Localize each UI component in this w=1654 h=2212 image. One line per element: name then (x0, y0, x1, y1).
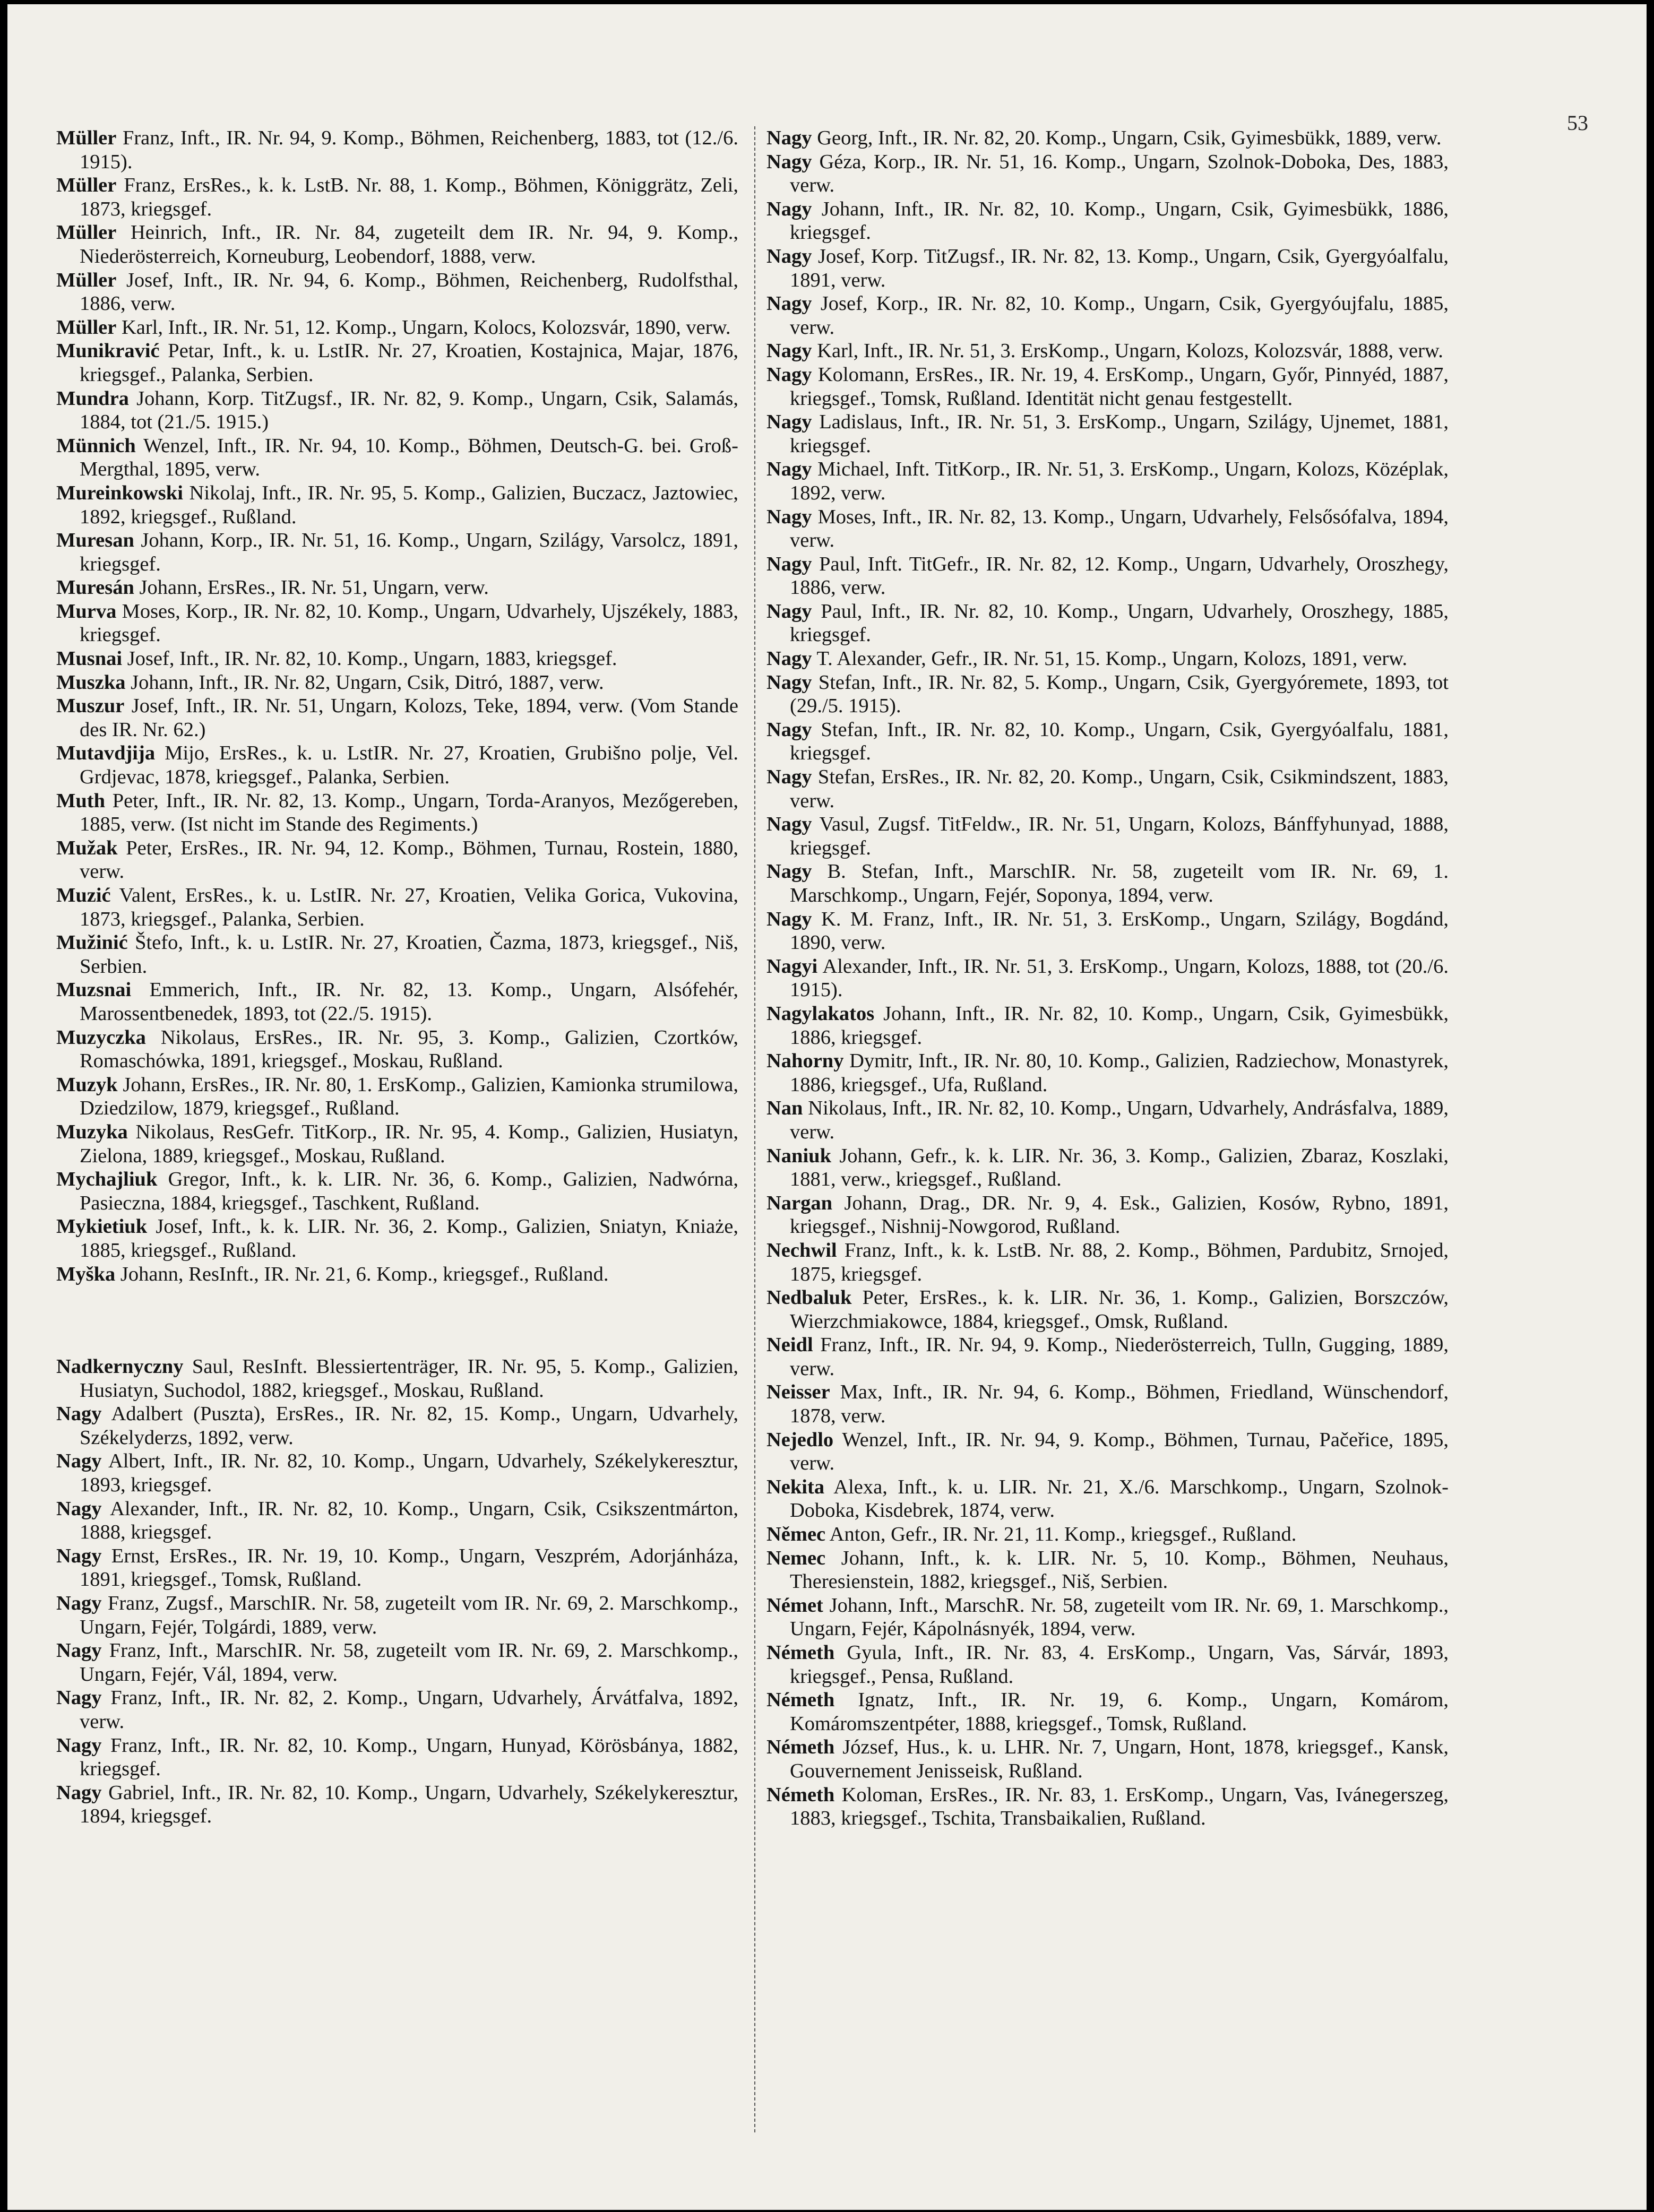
entry-details: Ignatz, Inft., IR. Nr. 19, 6. Komp., Ungarn, Komárom, Komáromszentpéter, 1888, kriegsgef., Tomsk, Rußland. (790, 1689, 1449, 1735)
document-page (7, 4, 1647, 2210)
register-entry (56, 1402, 738, 1449)
register-entry (766, 292, 1449, 339)
register-entry (766, 1002, 1449, 1049)
entry-surname: Němec (766, 1523, 826, 1546)
entry-details: B. Stefan, Inft., MarschIR. Nr. 58, zugeteilt vom IR. Nr. 69, 1. Marschkomp., Ungarn, Fejér, Soponya, 1894, verw. (790, 860, 1449, 906)
left-column (56, 126, 738, 1828)
entry-details: Nikolaus, ResGefr. TitKorp., IR. Nr. 95, 4. Komp., Galizien, Husiatyn, Zielona, 1889, kriegsgef., Moskau, Rußland. (80, 1120, 738, 1167)
register-entry (766, 245, 1449, 292)
register-entry (766, 1735, 1449, 1783)
entry-details: Michael, Inft. TitKorp., IR. Nr. 51, 3. ErsKomp., Ungarn, Kolozs, Középlak, 1892, verw. (790, 458, 1449, 504)
entry-surname: Müller (56, 269, 117, 291)
register-entry (766, 908, 1449, 955)
register-entry (56, 576, 738, 600)
register-entry (766, 1475, 1449, 1523)
entry-details: Franz, ErsRes., k. k. LstB. Nr. 88, 1. Komp., Böhmen, Königgrätz, Zeli, 1873, kriegsgef. (80, 174, 739, 220)
entry-surname: Naniuk (766, 1144, 831, 1167)
register-entry (56, 1263, 738, 1286)
entry-surname: Muresan (56, 529, 134, 552)
entry-details: Josef, Korp., IR. Nr. 82, 10. Komp., Ungarn, Csik, Gyergyóujfalu, 1885, verw. (790, 292, 1449, 339)
entry-details: Štefo, Inft., k. u. LstIR. Nr. 27, Kroatien, Čazma, 1873, kriegsgef., Niš, Serbien. (80, 931, 739, 978)
register-entry (56, 1073, 738, 1120)
entry-surname: Nekita (766, 1475, 825, 1498)
register-entry (56, 1544, 738, 1592)
register-entry (56, 339, 738, 386)
entry-details: Johann, Inft., k. k. LIR. Nr. 5, 10. Komp., Böhmen, Neuhaus, Theresienstein, 1882, kriegsgef., Niš, Serbien. (790, 1546, 1449, 1593)
register-entry (766, 647, 1449, 671)
entry-details: Vasul, Zugsf. TitFeldw., IR. Nr. 51, Ungarn, Kolozs, Bánffyhunyad, 1888, kriegsgef. (790, 813, 1449, 859)
register-entry (766, 813, 1449, 860)
entry-surname: Mužinić (56, 931, 128, 954)
entry-details: Paul, Inft. TitGefr., IR. Nr. 82, 12. Komp., Ungarn, Udvarhely, Oroszhegy, 1886, verw. (790, 552, 1449, 599)
entry-details: Franz, Inft., MarschIR. Nr. 58, zugeteilt vom IR. Nr. 69, 2. Marschkomp., Ungarn, Fejér, Vál, 1894, verw. (80, 1639, 738, 1686)
register-entry (56, 1497, 738, 1544)
register-entry (766, 765, 1449, 813)
entry-surname: Müller (56, 174, 117, 197)
entry-surname: Nemec (766, 1546, 826, 1569)
entry-surname: Murva (56, 600, 117, 623)
entry-surname: Nagy (766, 552, 812, 575)
page-number: 53 (1567, 111, 1588, 135)
register-entry (56, 1120, 738, 1168)
entry-surname: Nagy (56, 1403, 102, 1425)
entry-surname: Nagy (766, 600, 812, 623)
register-entry (766, 126, 1449, 150)
entry-details: Franz, Inft., IR. Nr. 82, 2. Komp., Ungarn, Udvarhely, Árvátfalva, 1892, verw. (80, 1687, 739, 1733)
entry-details: Petar, Inft., k. u. LstIR. Nr. 27, Kroatien, Kostajnica, Majar, 1876, kriegsgef., Palanka, Serbien. (80, 340, 738, 386)
entry-details: T. Alexander, Gefr., IR. Nr. 51, 15. Komp., Ungarn, Kolozs, 1891, verw. (816, 647, 1408, 670)
entry-surname: Németh (766, 1783, 835, 1806)
entry-details: Peter, ErsRes., IR. Nr. 94, 12. Komp., Böhmen, Turnau, Rostein, 1880, verw. (80, 836, 738, 883)
register-entry (766, 410, 1449, 457)
entry-surname: Muresán (56, 576, 134, 599)
register-entry (766, 671, 1449, 718)
entry-surname: Müller (56, 127, 117, 149)
register-entry (766, 1641, 1449, 1688)
entry-surname: Nagy (766, 813, 812, 836)
entry-surname: Nagy (766, 860, 812, 883)
entry-surname: Mužak (56, 836, 118, 859)
entry-surname: Nagy (56, 1544, 102, 1567)
entry-surname: Németh (766, 1736, 835, 1759)
register-entry (56, 1639, 738, 1686)
register-entry (766, 955, 1449, 1002)
entry-surname: Musnai (56, 647, 123, 670)
entry-details: Alexa, Inft., k. u. LIR. Nr. 21, X./6. Marschkomp., Ungarn, Szolnok-Doboka, Kisdebrek, 1874, verw. (790, 1475, 1449, 1522)
entry-details: Ladislaus, Inft., IR. Nr. 51, 3. ErsKomp., Ungarn, Szilágy, Ujnemet, 1881, kriegsgef. (790, 411, 1449, 457)
entry-surname: Mureinkowski (56, 481, 183, 504)
register-entry (766, 1096, 1449, 1144)
register-entry (56, 741, 738, 789)
entry-details: Wenzel, Inft., IR. Nr. 94, 10. Komp., Böhmen, Deutsch-G. bei. Groß-Mergthal, 1895, verw. (80, 434, 738, 481)
register-entry (766, 600, 1449, 647)
register-entry (766, 1286, 1449, 1333)
entry-details: Stefan, ErsRes., IR. Nr. 82, 20. Komp., Ungarn, Csik, Csikmindszent, 1883, verw. (790, 766, 1449, 812)
entry-surname: Nagy (56, 1497, 102, 1520)
register-entry (56, 316, 738, 340)
entry-surname: Nagy (766, 340, 812, 362)
entry-surname: Nagy (56, 1639, 102, 1662)
entry-surname: Nan (766, 1097, 803, 1120)
entry-details: Johann, ErsRes., IR. Nr. 80, 1. ErsKomp., Galizien, Kamionka strumilowa, Dziedzilow, 1879, kriegsgef., Rußland. (80, 1073, 738, 1120)
entry-surname: Muszka (56, 671, 126, 694)
register-entry (766, 1144, 1449, 1191)
entry-surname: Nagy (766, 127, 812, 149)
entry-surname: Muzyk (56, 1073, 118, 1096)
entry-details: Albert, Inft., IR. Nr. 82, 10. Komp., Ungarn, Udvarhely, Székelykeresztur, 1893, kriegsgef. (80, 1450, 738, 1497)
register-entry (766, 1688, 1449, 1735)
register-entry (766, 150, 1449, 197)
register-entry (56, 1355, 738, 1402)
entry-details: Alexander, Inft., IR. Nr. 51, 3. ErsKomp., Ungarn, Kolozs, 1888, tot (20./6. 1915). (790, 955, 1449, 1001)
entry-details: Johann, ErsRes., IR. Nr. 51, Ungarn, verw. (139, 576, 489, 599)
entry-details: Koloman, ErsRes., IR. Nr. 83, 1. ErsKomp., Ungarn, Vas, Ivánegerszeg, 1883, kriegsgef., Tschita, Transbaikalien, Rußland. (790, 1783, 1449, 1830)
entry-details: Peter, Inft., IR. Nr. 82, 13. Komp., Ungarn, Torda-Aranyos, Mezőgereben, 1885, verw. (Ist nicht im Stande des Regiments.) (80, 789, 738, 836)
entry-surname: Munikravić (56, 340, 160, 362)
entry-details: Franz, Inft., k. k. LstB. Nr. 88, 2. Komp., Böhmen, Pardubitz, Srnojed, 1875, kriegsgef. (790, 1239, 1449, 1285)
entry-surname: Nagy (766, 411, 812, 434)
entry-details: Anton, Gefr., IR. Nr. 21, 11. Komp., kriegsgef., Rußland. (829, 1523, 1297, 1546)
register-entry (56, 694, 738, 741)
register-entry (766, 457, 1449, 505)
entry-details: Nikolaus, ErsRes., IR. Nr. 95, 3. Komp., Galizien, Czortków, Romaschówka, 1891, kriegsgef., Moskau, Rußland. (80, 1026, 739, 1073)
entry-details: Heinrich, Inft., IR. Nr. 84, zugeteilt dem IR. Nr. 94, 9. Komp., Niederösterreich, Korneuburg, Leobendorf, 1888, verw. (80, 221, 738, 267)
entry-details: Franz, Zugsf., MarschIR. Nr. 58, zugeteilt vom IR. Nr. 69, 2. Marschkomp., Ungarn, Fejér, Tolgárdi, 1889, verw. (80, 1592, 738, 1638)
entry-surname: Nagy (766, 671, 812, 694)
register-entry (56, 481, 738, 529)
register-entry (766, 505, 1449, 552)
register-entry (766, 718, 1449, 765)
entry-surname: Nadkernyczny (56, 1355, 184, 1378)
entry-details: K. M. Franz, Inft., IR. Nr. 51, 3. ErsKomp., Ungarn, Szilágy, Bogdánd, 1890, verw. (790, 908, 1449, 954)
entry-details: Emmerich, Inft., IR. Nr. 82, 13. Komp., Ungarn, Alsófehér, Marossentbenedek, 1893, tot (22./5. 1915). (80, 979, 739, 1025)
entry-surname: Nargan (766, 1191, 833, 1214)
register-entry (766, 363, 1449, 410)
entry-surname: Nagy (766, 197, 812, 220)
entry-surname: Muzyczka (56, 1026, 146, 1049)
entry-details: Franz, Inft., IR. Nr. 94, 9. Komp., Böhmen, Reichenberg, 1883, tot (12./6. 1915). (80, 127, 738, 173)
register-entry (56, 671, 738, 695)
register-entry (56, 884, 738, 931)
entry-surname: Nagy (766, 908, 812, 930)
entry-surname: Müller (56, 221, 117, 244)
entry-details: Johann, Korp., IR. Nr. 51, 16. Komp., Ungarn, Szilágy, Varsolcz, 1891, kriegsgef. (80, 529, 739, 575)
register-entry (766, 1594, 1449, 1641)
entry-details: Johann, Inft., MarschR. Nr. 58, zugeteilt vom IR. Nr. 69, 1. Marschkomp., Ungarn, Fejér, Kápolnásnyék, 1894, verw. (790, 1594, 1449, 1640)
entry-surname: Nagylakatos (766, 1002, 875, 1025)
entry-details: Gabriel, Inft., IR. Nr. 82, 10. Komp., Ungarn, Udvarhely, Székelykeresztur, 1894, kriegsgef. (80, 1781, 738, 1828)
register-entry (56, 1686, 738, 1733)
register-entry (56, 1026, 738, 1073)
entry-surname: Nechwil (766, 1239, 837, 1261)
entry-surname: Muzsnai (56, 979, 132, 1001)
entry-surname: Német (766, 1594, 823, 1617)
register-entry (56, 529, 738, 576)
entry-details: Kolomann, ErsRes., IR. Nr. 19, 4. ErsKomp., Ungarn, Győr, Pinnyéd, 1887, kriegsgef., Tomsk, Rußland. Identität nicht genau festgestellt. (790, 363, 1449, 410)
entry-details: Mijo, ErsRes., k. u. LstIR. Nr. 27, Kroatien, Grubišno polje, Vel. Grdjevac, 1878, kriegsgef., Palanka, Serbien. (80, 742, 739, 789)
entry-surname: Mykietiuk (56, 1215, 148, 1238)
register-entry (766, 1333, 1449, 1380)
register-entry (766, 1191, 1449, 1239)
entry-surname: Neidl (766, 1334, 813, 1356)
entry-details: Josef, Inft., k. k. LIR. Nr. 36, 2. Komp., Galizien, Sniatyn, Kniaże, 1885, kriegsgef., Rußland. (80, 1215, 739, 1261)
entry-details: Valent, ErsRes., k. u. LstIR. Nr. 27, Kroatien, Velika Gorica, Vukovina, 1873, kriegsgef., Palanka, Serbien. (80, 884, 738, 930)
register-entry (56, 1168, 738, 1215)
register-entry (56, 126, 738, 174)
entry-details: Josef, Inft., IR. Nr. 94, 6. Komp., Böhmen, Reichenberg, Rudolfsthal, 1886, verw. (80, 269, 738, 315)
entry-details: Franz, Inft., IR. Nr. 82, 10. Komp., Ungarn, Hunyad, Körösbánya, 1882, kriegsgef. (80, 1734, 738, 1781)
entry-surname: Mundra (56, 387, 129, 410)
entry-surname: Nagy (766, 458, 812, 481)
entry-details: Moses, Korp., IR. Nr. 82, 10. Komp., Ungarn, Udvarhely, Ujszékely, 1883, kriegsgef. (80, 600, 738, 646)
entry-details: Dymitr, Inft., IR. Nr. 80, 10. Komp., Galizien, Radziechow, Monastyrek, 1886, kriegsgef., Ufa, Rußland. (790, 1050, 1449, 1096)
register-entry (56, 269, 738, 316)
entry-details: Josef, Inft., IR. Nr. 51, Ungarn, Kolozs, Teke, 1894, verw. (Vom Stande des IR. Nr. 62.) (80, 695, 738, 741)
register-entry (56, 1781, 738, 1828)
entry-details: Karl, Inft., IR. Nr. 51, 12. Komp., Ungarn, Kolocs, Kolozsvár, 1890, verw. (121, 316, 731, 339)
entry-details: Johann, Drag., DR. Nr. 9, 4. Esk., Galizien, Kosów, Rybno, 1891, kriegsgef., Nishnij-Nowgorod, Rußland. (790, 1191, 1449, 1238)
register-entry (766, 860, 1449, 907)
entry-details: Wenzel, Inft., IR. Nr. 94, 9. Komp., Böhmen, Turnau, Pačeřice, 1895, verw. (790, 1428, 1449, 1475)
register-entry (56, 789, 738, 836)
entry-details: Géza, Korp., IR. Nr. 51, 16. Komp., Ungarn, Szolnok-Doboka, Des, 1883, verw. (790, 150, 1449, 197)
entry-details: Franz, Inft., IR. Nr. 94, 9. Komp., Niederösterreich, Tulln, Gugging, 1889, verw. (790, 1334, 1449, 1380)
entry-details: Gregor, Inft., k. k. LIR. Nr. 36, 6. Komp., Galizien, Nadwórna, Pasieczna, 1884, kriegsgef., Taschkent, Rußland. (80, 1168, 739, 1214)
entry-details: Gyula, Inft., IR. Nr. 83, 4. ErsKomp., Ungarn, Vas, Sárvár, 1893, kriegsgef., Pensa, Rußland. (790, 1641, 1449, 1688)
entry-surname: Neisser (766, 1381, 830, 1404)
register-entry (766, 1239, 1449, 1286)
entry-surname: Nagy (56, 1734, 102, 1757)
entry-surname: Nagy (766, 766, 812, 789)
register-entry (56, 931, 738, 978)
entry-details: Nikolaus, Inft., IR. Nr. 82, 10. Komp., Ungarn, Udvarhely, Andrásfalva, 1889, verw. (790, 1097, 1449, 1143)
register-entry (766, 339, 1449, 363)
register-entry (766, 552, 1449, 600)
entry-surname: Nagy (766, 505, 812, 528)
entry-details: Max, Inft., IR. Nr. 94, 6. Komp., Böhmen, Friedland, Wünschendorf, 1878, verw. (790, 1381, 1449, 1428)
entry-surname: Németh (766, 1689, 835, 1712)
entry-surname: Müller (56, 316, 117, 339)
register-entry (56, 1449, 738, 1497)
column-divider (754, 126, 755, 2132)
register-entry (56, 1215, 738, 1262)
entry-surname: Nagy (766, 150, 812, 173)
entry-details: Georg, Inft., IR. Nr. 82, 20. Komp., Ungarn, Csik, Gyimesbükk, 1889, verw. (817, 127, 1442, 149)
entry-surname: Nagy (56, 1781, 102, 1804)
entry-details: Ernst, ErsRes., IR. Nr. 19, 10. Komp., Ungarn, Veszprém, Adorjánháza, 1891, kriegsgef., Tomsk, Rußland. (80, 1544, 738, 1591)
entry-details: Alexander, Inft., IR. Nr. 82, 10. Komp., Ungarn, Csik, Csikszentmárton, 1888, kriegsgef. (80, 1497, 738, 1544)
entry-details: Johann, Korp. TitZugsf., IR. Nr. 82, 9. Komp., Ungarn, Csik, Salamás, 1884, tot (21./5. 1915.) (80, 387, 739, 434)
register-entry (56, 836, 738, 884)
entry-surname: Nagy (766, 245, 812, 267)
entry-surname: Nedbaluk (766, 1286, 852, 1309)
register-entry (56, 1592, 738, 1639)
register-entry (766, 1546, 1449, 1594)
entry-details: Josef, Inft., IR. Nr. 82, 10. Komp., Ungarn, 1883, kriegsgef. (127, 647, 617, 670)
register-entry (766, 197, 1449, 245)
entry-details: Paul, Inft., IR. Nr. 82, 10. Komp., Ungarn, Udvarhely, Oroszhegy, 1885, kriegsgef. (790, 600, 1449, 646)
entry-surname: Münnich (56, 434, 136, 457)
entry-surname: Nagyi (766, 955, 818, 978)
entry-details: József, Hus., k. u. LHR. Nr. 7, Ungarn, Hont, 1878, kriegsgef., Kansk, Gouvernement Jenisseisk, Rußland. (790, 1736, 1449, 1782)
register-entry (56, 221, 738, 268)
entry-surname: Mutavdjija (56, 742, 156, 765)
entry-surname: Muszur (56, 695, 125, 718)
register-entry (766, 1523, 1449, 1546)
entry-details: Stefan, Inft., IR. Nr. 82, 5. Komp., Ungarn, Csik, Gyergyóremete, 1893, tot (29./5. 1915). (790, 671, 1449, 718)
register-entry (56, 978, 738, 1025)
register-entry (56, 647, 738, 671)
entry-surname: Németh (766, 1641, 835, 1664)
entry-details: Johann, Inft., IR. Nr. 82, Ungarn, Csik, Ditró, 1887, verw. (131, 671, 604, 694)
entry-details: Karl, Inft., IR. Nr. 51, 3. ErsKomp., Ungarn, Kolozs, Kolozsvár, 1888, verw. (817, 340, 1443, 362)
entry-details: Johann, Inft., IR. Nr. 82, 10. Komp., Ungarn, Csik, Gyimesbükk, 1886, kriegsgef. (790, 1002, 1449, 1049)
entry-details: Saul, ResInft. Blessiertenträger, IR. Nr. 95, 5. Komp., Galizien, Husiatyn, Suchodol, 1882, kriegsgef., Moskau, Rußland. (80, 1355, 739, 1402)
entry-surname: Nagy (766, 718, 812, 741)
register-entry (56, 387, 738, 434)
entry-surname: Nejedlo (766, 1428, 834, 1451)
right-column (766, 126, 1449, 1830)
entry-details: Johann, Gefr., k. k. LIR. Nr. 36, 3. Komp., Galizien, Zbaraz, Koszlaki, 1881, verw., kriegsgef., Rußland. (790, 1144, 1449, 1191)
entry-details: Peter, ErsRes., k. k. LIR. Nr. 36, 1. Komp., Galizien, Borszczów, Wierzchmiakowce, 1884, kriegsgef., Omsk, Rußland. (790, 1286, 1449, 1333)
register-entry (766, 1428, 1449, 1475)
entry-surname: Muzyka (56, 1120, 128, 1143)
entry-details: Nikolaj, Inft., IR. Nr. 95, 5. Komp., Galizien, Buczacz, Jaztowiec, 1892, kriegsgef., Rußland. (80, 481, 739, 528)
entry-details: Moses, Inft., IR. Nr. 82, 13. Komp., Ungarn, Udvarhely, Felsősófalva, 1894, verw. (790, 505, 1449, 552)
entry-surname: Myška (56, 1263, 116, 1285)
entry-surname: Mychajliuk (56, 1168, 158, 1191)
register-entry (766, 1783, 1449, 1830)
entry-surname: Nagy (766, 647, 812, 670)
register-entry (766, 1049, 1449, 1096)
entry-details: Johann, ResInft., IR. Nr. 21, 6. Komp., kriegsgef., Rußland. (120, 1263, 609, 1285)
entry-surname: Muzić (56, 884, 111, 906)
entry-surname: Nagy (766, 363, 812, 386)
register-entry (766, 1380, 1449, 1428)
entry-surname: Nagy (56, 1592, 102, 1615)
register-entry (56, 434, 738, 481)
entry-surname: Nagy (56, 1687, 102, 1709)
entry-details: Stefan, Inft., IR. Nr. 82, 10. Komp., Ungarn, Csik, Gyergyóalfalu, 1881, kriegsgef. (790, 718, 1449, 765)
entry-surname: Muth (56, 789, 105, 812)
entry-details: Josef, Korp. TitZugsf., IR. Nr. 82, 13. Komp., Ungarn, Csik, Gyergyóalfalu, 1891, verw. (790, 245, 1449, 291)
entry-surname: Nagy (56, 1450, 102, 1473)
entry-surname: Nahorny (766, 1050, 844, 1073)
entry-details: Johann, Inft., IR. Nr. 82, 10. Komp., Ungarn, Csik, Gyimesbükk, 1886, kriegsgef. (790, 197, 1449, 244)
entry-surname: Nagy (766, 292, 812, 315)
entry-details: Adalbert (Puszta), ErsRes., IR. Nr. 82, 15. Komp., Ungarn, Udvarhely, Székelyderzs, 1892, verw. (80, 1403, 738, 1449)
register-entry (56, 174, 738, 221)
register-entry (56, 600, 738, 647)
register-entry (56, 1734, 738, 1781)
